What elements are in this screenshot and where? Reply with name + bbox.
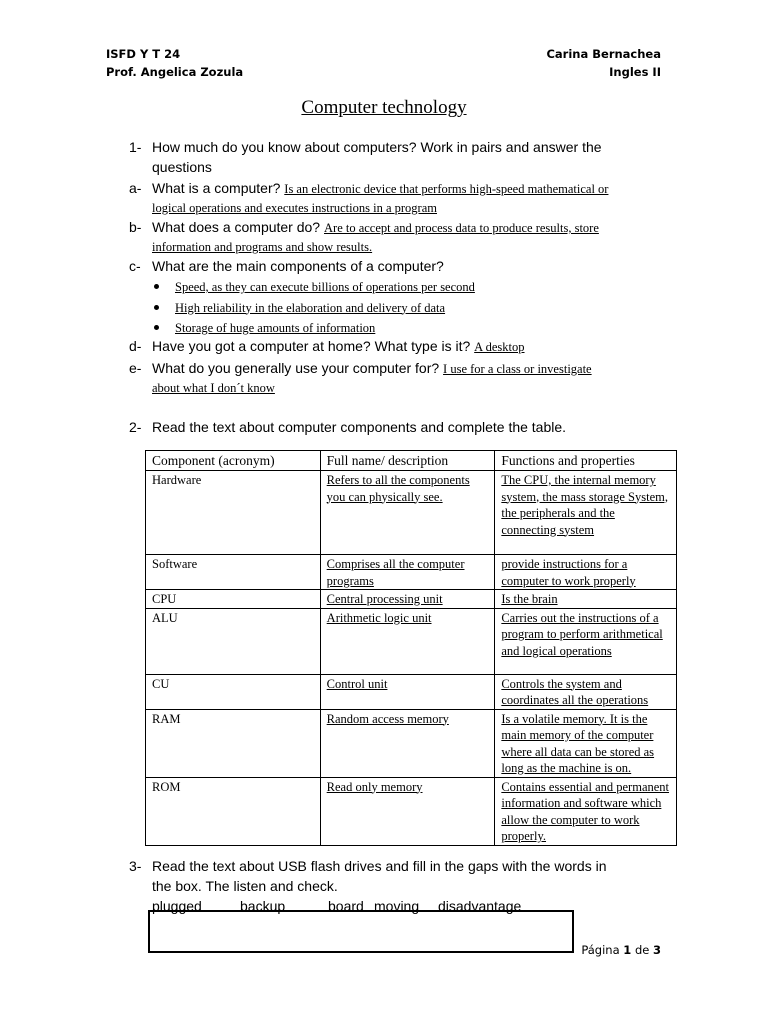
professor-label: Prof. Angelica Zozula [106,65,244,79]
header-left [106,45,243,81]
question-b-text: What does a computer do? [152,219,321,235]
question-d-line [152,336,659,357]
institution-label: ISFD Y T 24 [106,47,181,61]
question-number: 1- [129,139,142,155]
question-letter: d- [129,338,142,354]
page-prefix: Página [581,943,620,957]
question-2-text: Read the text about computer components and complete the table. [152,419,567,435]
list-item: Storage of huge amounts of information [152,319,475,340]
bullet-icon [154,325,159,330]
question-a-text: What is a computer? [152,180,281,196]
bullet-icon [154,305,159,310]
question-1 [129,137,659,177]
header-right [546,45,661,81]
answer-a-line1: Is an electronic device that performs high-speed mathematical or [284,182,609,196]
page-middle: de [634,943,650,957]
document-title: Computer technology [301,97,467,118]
list-item: Speed, as they can execute billions of operations per second [152,278,475,299]
cell-component: RAM [146,709,321,777]
question-3-line1: Read the text about USB flash drives and fill in the gaps with the words in [152,858,607,874]
cell-full-name: Refers to all the components you can physically see. [320,471,495,555]
bullet-icon [154,284,159,289]
question-c [129,256,659,276]
cell-full-name: Random access memory [320,709,495,777]
total-pages: 3 [652,943,661,957]
cell-functions: Carries out the instructions of a program to perform arithmetical and logical operations [495,608,677,674]
cell-functions: Is the brain [495,590,677,609]
word-box [148,910,574,953]
current-page: 1 [623,943,632,957]
question-letter: b- [129,219,142,235]
table-header-row [146,451,677,471]
column-header-functions: Functions and properties [495,451,677,471]
word-bank-item: plugged [152,898,202,914]
question-text-line1: How much do you know about computers? Work in pairs and answer the [152,139,602,155]
answer-a-line2: logical operations and executes instructions in a program [152,201,437,215]
question-a [129,178,659,217]
table-row [146,555,677,590]
question-d-text: Have you got a computer at home? What type is it? [152,338,471,354]
cell-functions: provide instructions for a computer to work properly [495,555,677,590]
word-bank-item: board [328,898,364,914]
cell-component: CPU [146,590,321,609]
list-item: High reliability in the elaboration and delivery of data [152,299,475,320]
table-row [146,674,677,709]
page-number [581,943,661,957]
word-bank-item: moving [374,898,420,914]
answer-d: A desktop [474,340,525,354]
cell-full-name: Central processing unit [320,590,495,609]
cell-full-name: Control unit [320,674,495,709]
cell-functions: Is a volatile memory. It is the main memory of the computer where all data can be stored as long as the machine is on. [495,709,677,777]
answer-e-line2: about what I don´t know [152,381,275,395]
cell-component: ROM [146,777,321,845]
question-text-line2: questions [152,159,212,175]
question-b [129,217,659,256]
table-row [146,590,677,609]
question-3-line2: the box. The listen and check. [152,878,338,894]
question-letter: c- [129,258,141,274]
question-letter: e- [129,360,142,376]
table-row [146,777,677,845]
question-d [129,336,659,357]
question-number: 3- [129,858,142,874]
question-e [129,358,659,397]
cell-functions: Controls the system and coordinates all the operations [495,674,677,709]
answer-b-line2: information and programs and show results. [152,240,373,254]
course-label: Ingles II [609,65,661,79]
cell-full-name: Read only memory [320,777,495,845]
table-row [146,608,677,674]
question-b-line1 [152,217,659,238]
answer-b-line1: Are to accept and process data to produce results, store [324,221,599,235]
question-number: 2- [129,419,142,435]
cell-full-name: Arithmetic logic unit [320,608,495,674]
components-table [145,450,677,846]
cell-component: Software [146,555,321,590]
question-c-text: What are the main components of a computer? [152,258,444,274]
question-letter: a- [129,180,142,196]
column-header-full-name: Full name/ description [320,451,495,471]
question-a-line1 [152,178,659,199]
cell-functions: Contains essential and permanent information and software which allow the computer to work properly. [495,777,677,845]
cell-full-name: Comprises all the computer programs [320,555,495,590]
word-bank-item: disadvantage [438,898,522,914]
answer-c-list [152,278,475,340]
question-e-line1 [152,358,659,379]
column-header-component: Component (acronym) [146,451,321,471]
cell-component: Hardware [146,471,321,555]
cell-component: CU [146,674,321,709]
student-name: Carina Bernachea [546,47,661,61]
word-bank-item: backup [240,898,286,914]
question-2 [129,417,659,437]
table-row [146,709,677,777]
cell-component: ALU [146,608,321,674]
table-row [146,471,677,555]
question-e-text: What do you generally use your computer for? [152,360,440,376]
question-3 [129,856,659,896]
cell-functions: The CPU, the internal memory system, the mass storage System, the peripherals and the connecting system [495,471,677,555]
answer-e-line1: I use for a class or investigate [443,362,592,376]
